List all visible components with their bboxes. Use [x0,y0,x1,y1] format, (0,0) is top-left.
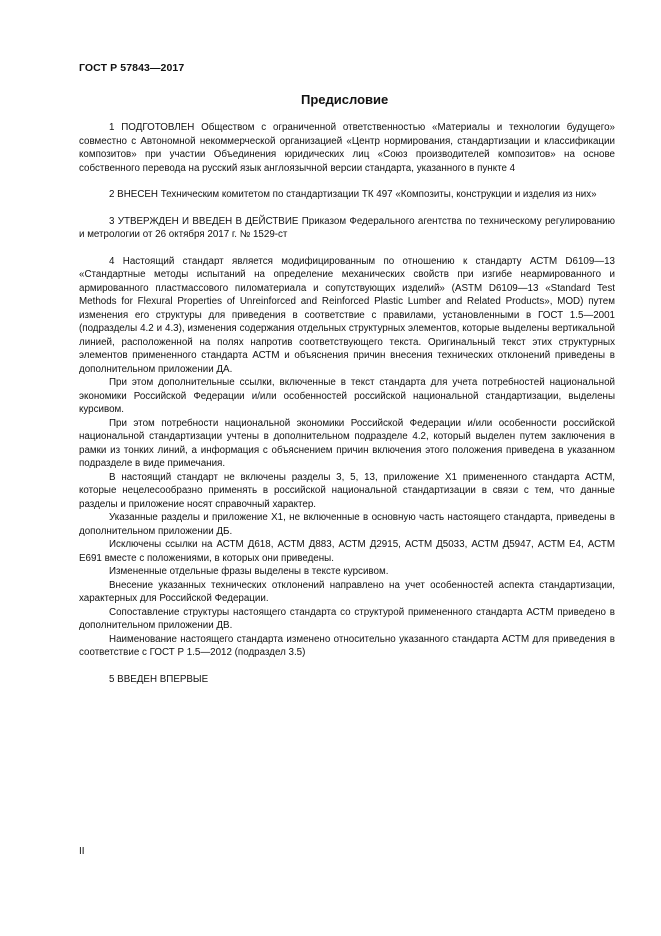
paragraph-excluded-refs: Исключены ссылки на АСТМ Д618, АСТМ Д883, АСТМ Д2915, АСТМ Д5033, АСТМ Д5947, АСТМ Е4, АСТМ Е691 вместе с положениями, в которых они приведены. [79,539,615,564]
paragraph-additional-references: При этом дополнительные ссылки, включенные в текст стандарта для учета потребностей национальной экономики Российской Федерации и/или особенностей российской национальной стандартизации, выделены курсивом. [79,377,615,415]
paragraph-appendix-db: Указанные разделы и приложение Х1, не включенные в основную часть настоящего стандарта, приведены в дополнительном приложении ДБ. [79,512,615,537]
paragraph-name-change: Наименование настоящего стандарта изменено относительно указанного стандарта АСТМ для приведения в соответствие с ГОСТ Р 1.5—2012 (подраздел 3.5) [79,633,615,658]
foreword-body [79,121,615,686]
paragraph-first-introduced: 5 ВВЕДЕН ВПЕРВЫЕ [109,673,209,685]
page-title-text: Предисловие [301,92,389,107]
standard-code: ГОСТ Р 57843—2017 [79,62,185,74]
paragraph-excluded-sections: В настоящий стандарт не включены разделы 3, 5, 13, приложение Х1 примененного стандарта АСТМ, которые нецелесообразно применять в российской национальной стандартизации в связи с тем, что данные разделы и приложение носят справочный характер. [79,471,615,510]
paragraph-changed-phrases: Измененные отдельные фразы выделены в тексте курсивом. [109,566,389,577]
paragraph-deviations: Внесение указанных технических отклонений направлено на учет особенностей аспекта стандартизации, характерных для Российской Федерации. [79,579,615,604]
paragraph-structure-comparison: Сопоставление структуры настоящего стандарта со структурой примененного стандарта АСТМ приведено в дополнительном приложении ДВ. [79,606,615,631]
paragraph-approved: 3 УТВЕРЖДЕН И ВВЕДЕН В ДЕЙСТВИЕ Приказом Федерального агентства по техническому регулированию и метрологии от 26 октября 2017 г. № 1529-ст [79,215,615,240]
page-number: II [79,846,85,857]
paragraph-prepared: 1 ПОДГОТОВЛЕН Обществом с ограниченной ответственностью «Материалы и технологии будущего» совместно с Автономной некоммерческой организацией «Центр нормирования, стандартизации и классификации композитов» при участии Объединения юридических лиц «Союз производителей композитов» на основе собственного перевода на русский язык англоязычной версии стандарта, указанного в пункте 4 [79,122,615,174]
paragraph-introduced: 2 ВНЕСЕН Техническим комитетом по стандартизации ТК 497 «Композиты, конструкции и изделия из них» [109,189,597,200]
paragraph-modified: 4 Настоящий стандарт является модифицированным по отношению к стандарту АСТМ D6109—13 «Стандартные методы испытаний на определение механических свойств при изгибе неармированного и армированного пластмассового пиломатериала и сопутствующих изделий» (ASTM D6109—13 «Standard Test Methods for Flexural Properties of Unreinforced and Reinforced Plastic Lumber and Related Products», MOD) путем изменения его структуры для приведения в соответствие с правилами, установленными в ГОСТ 1.5—2001 (подразделы 4.2 и 4.3), изменения содержания отдельных структурных элементов, которые выделены вертикальной линией, расположенной на полях напротив соответствующего текста. Оригинальный текст этих структурных элементов примененного стандарта АСТМ и объяснения причин внесения технических отклонений приведены в дополнительном приложении ДА. [79,255,615,375]
paragraph-national-needs: При этом потребности национальной экономики Российской Федерации и/или особенности российской национальной стандартизации учтены в дополнительном подразделе 4.2, который выделен путем заключения в рамки из тонких линий, а информация с объяснением причин включения этого положения приведена в указанном подразделе в виде примечания. [79,417,615,469]
